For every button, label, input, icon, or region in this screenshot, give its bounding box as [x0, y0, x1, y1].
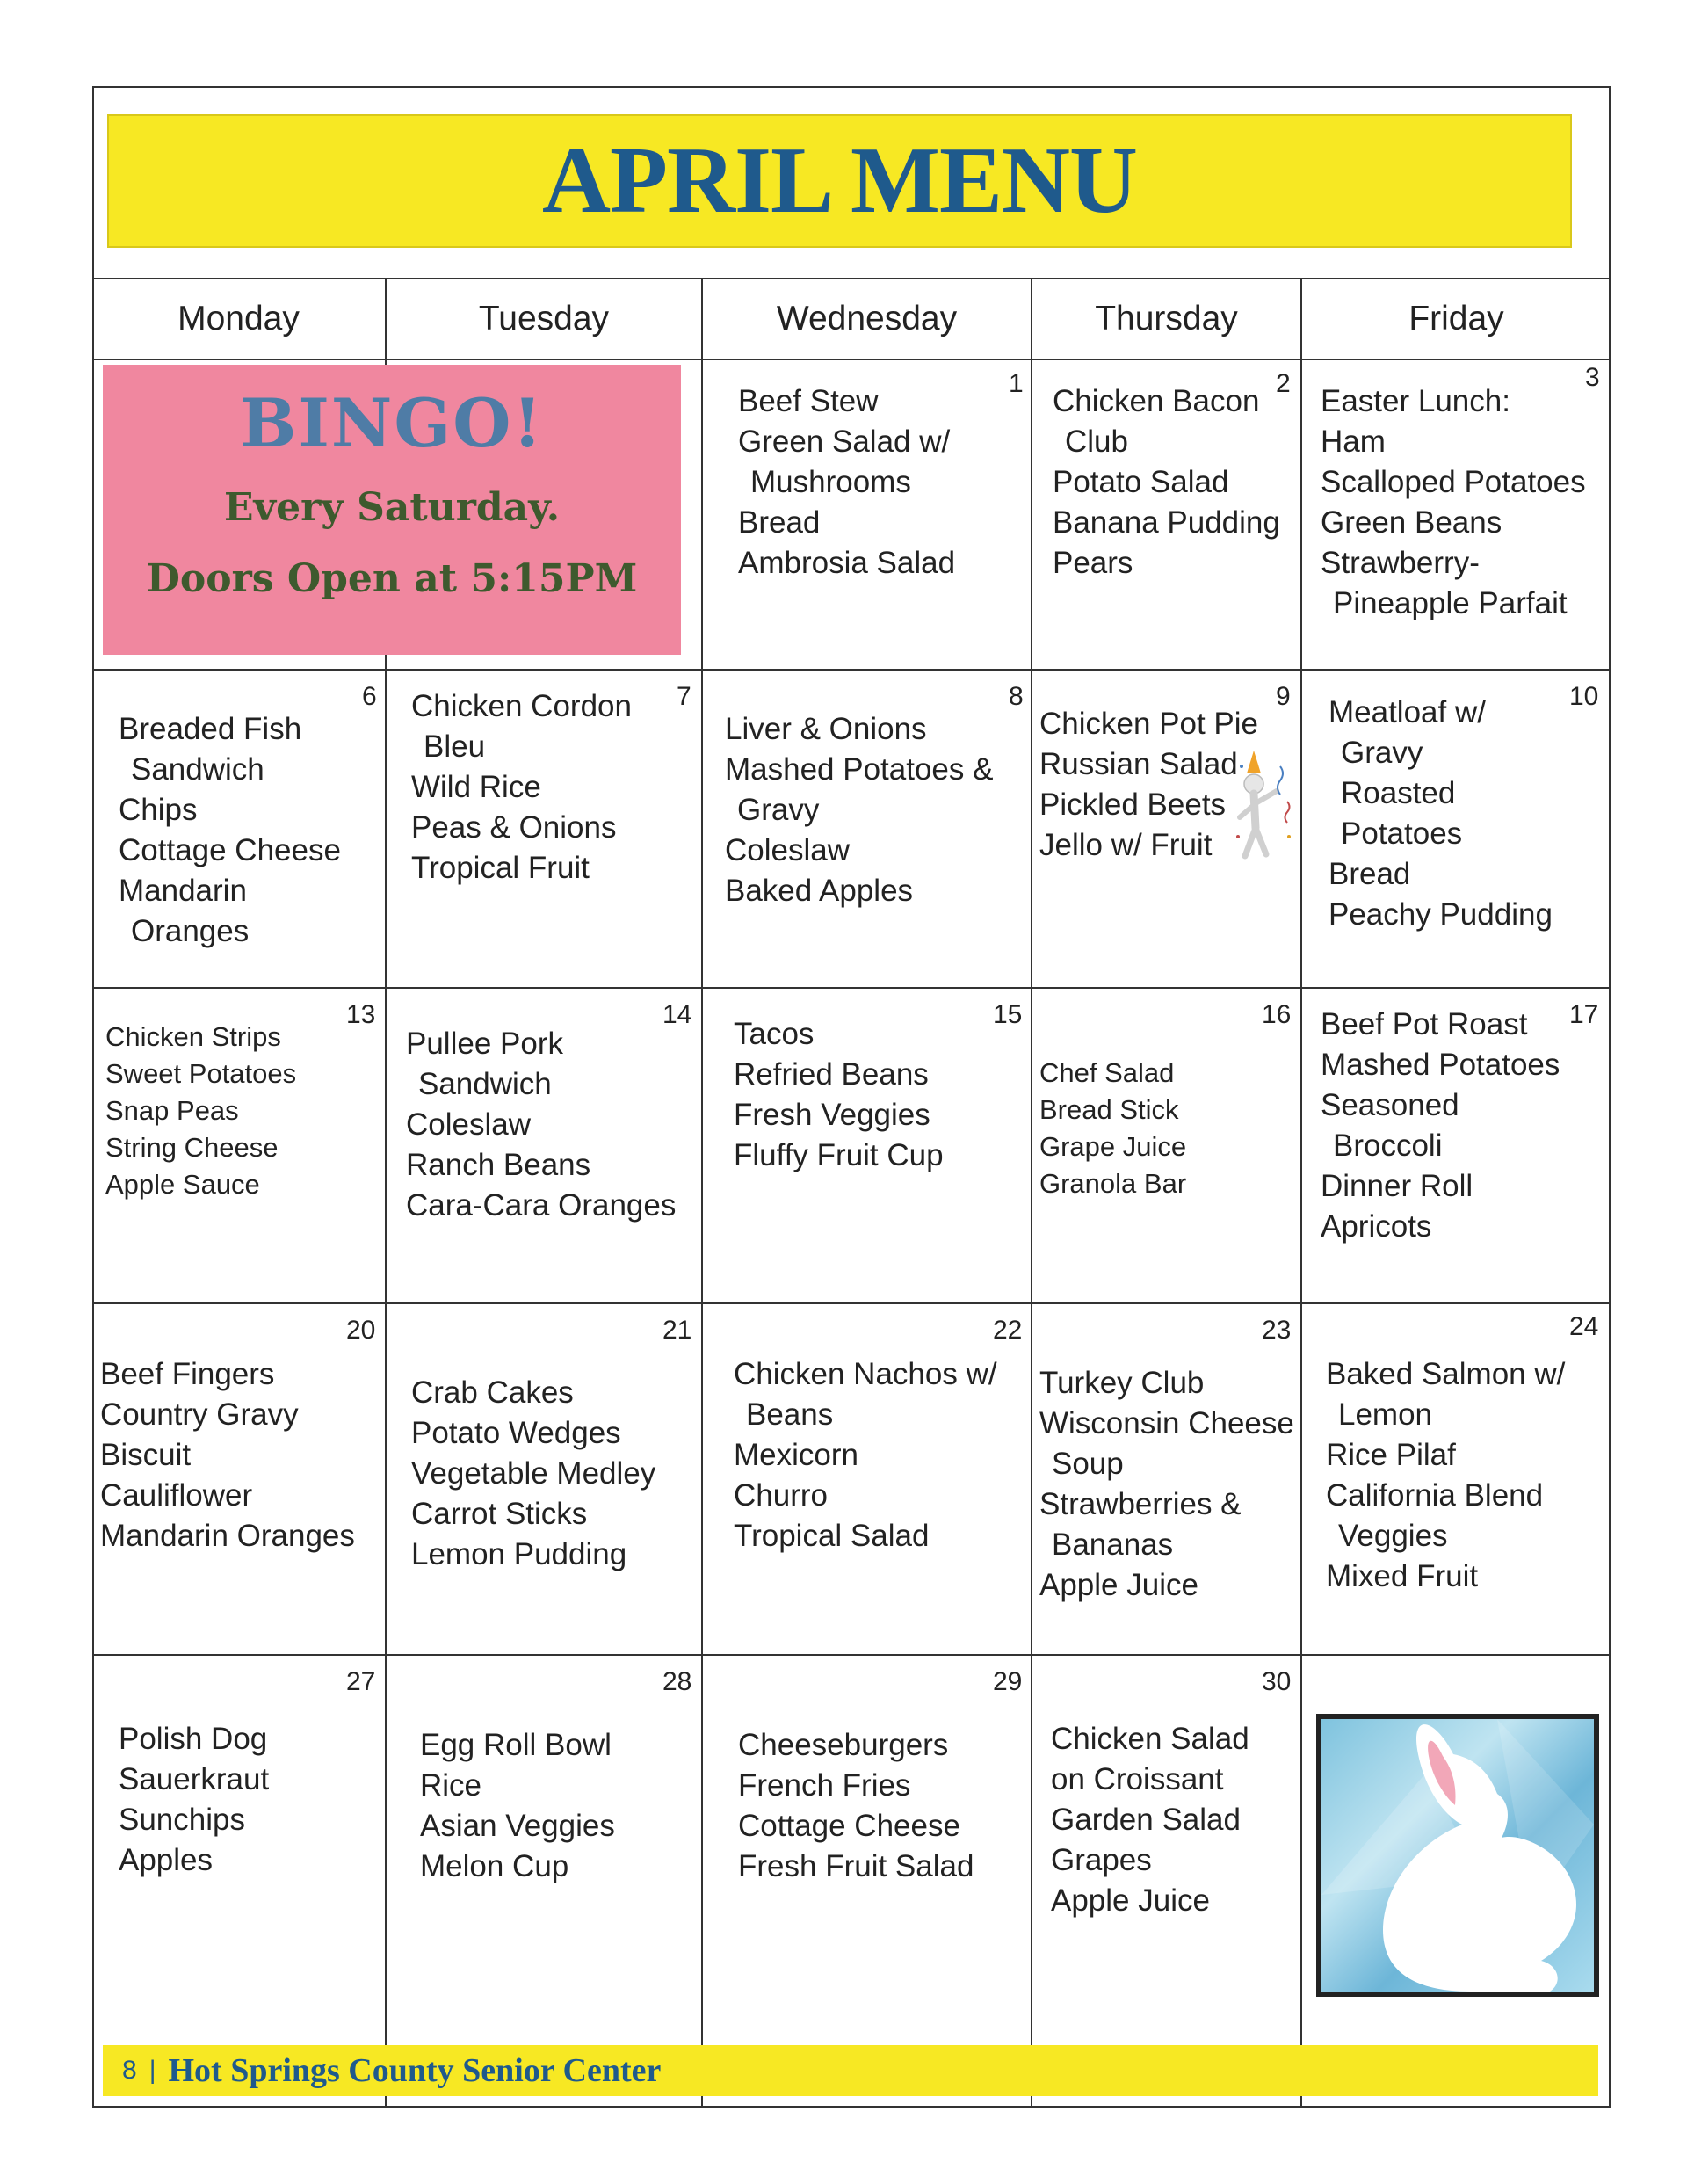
menu-item: Chicken Cordon — [411, 689, 632, 723]
menu-item: Bread — [738, 505, 821, 540]
menu-item: Seasoned — [1321, 1088, 1459, 1122]
menu-item: Chicken Bacon — [1053, 384, 1260, 418]
menu-item: Broccoli — [1333, 1128, 1443, 1163]
menu-item: Banana Pudding — [1053, 505, 1280, 540]
day-number: 17 — [1569, 1000, 1599, 1029]
menu-item: Polish Dog — [119, 1722, 268, 1756]
menu-item: Scalloped Potatoes — [1321, 465, 1586, 499]
menu-item: Chicken Nachos w/ — [734, 1357, 997, 1391]
menu-items — [100, 1354, 355, 1556]
day-number: 6 — [362, 682, 377, 711]
menu-items — [411, 686, 632, 889]
menu-item: Baked Salmon w/ — [1326, 1357, 1566, 1391]
page-title: APRIL MENU — [541, 128, 1138, 233]
day-number: 8 — [1009, 682, 1024, 711]
day-number: 28 — [662, 1667, 692, 1696]
menu-items — [734, 1354, 997, 1556]
menu-items — [1039, 704, 1258, 866]
day-header-tuesday: Tuesday — [478, 300, 610, 337]
menu-item: Bread — [1329, 857, 1411, 891]
footer-banner — [103, 2045, 1598, 2096]
menu-items — [738, 381, 955, 584]
menu-item: Lemon Pudding — [411, 1537, 627, 1571]
day-number: 21 — [662, 1316, 692, 1345]
footer-separator: | — [148, 2056, 156, 2085]
menu-item: Mashed Potatoes & — [725, 752, 994, 787]
menu-item: Bread Stick — [1039, 1094, 1179, 1125]
menu-items — [105, 1019, 296, 1203]
menu-item: Pears — [1053, 546, 1133, 580]
day-header-monday: Monday — [177, 300, 300, 337]
grid-line — [701, 278, 703, 2108]
day-number: 1 — [1009, 369, 1024, 398]
day-header-thursday: Thursday — [1095, 300, 1238, 337]
menu-item: Apple Sauce — [105, 1169, 260, 1200]
day-number: 7 — [677, 682, 691, 711]
menu-item: Cara-Cara Oranges — [406, 1188, 677, 1223]
grid-line — [92, 1654, 1611, 1656]
menu-item: Coleslaw — [725, 833, 850, 867]
menu-item: Tacos — [734, 1017, 815, 1051]
menu-items — [411, 1373, 655, 1575]
grid-line — [92, 669, 1611, 671]
menu-item: Potato Salad — [1053, 465, 1229, 499]
menu-item: Fresh Veggies — [734, 1098, 930, 1132]
bunny-icon — [1321, 1719, 1594, 1992]
menu-item: Gravy — [737, 793, 820, 827]
menu-item: Pullee Pork — [406, 1027, 563, 1061]
menu-item: Peas & Onions — [411, 810, 617, 845]
menu-item: Strawberry- — [1321, 546, 1480, 580]
grid-line — [1031, 278, 1032, 2108]
menu-item: Roasted — [1341, 776, 1456, 810]
menu-item: Liver & Onions — [725, 712, 927, 746]
day-header-wednesday: Wednesday — [776, 300, 958, 337]
menu-item: Gravy — [1341, 736, 1423, 770]
menu-item: Veggies — [1338, 1519, 1448, 1553]
grid-line — [92, 987, 1611, 989]
menu-item: Apple Juice — [1051, 1883, 1210, 1918]
menu-items — [1053, 381, 1280, 584]
menu-item: Chicken Pot Pie — [1039, 707, 1259, 741]
menu-item: Mandarin Oranges — [100, 1519, 355, 1553]
menu-item: Breaded Fish — [119, 712, 302, 746]
menu-item: Chef Salad — [1039, 1057, 1175, 1088]
menu-item: Chips — [119, 793, 198, 827]
menu-item: Vegetable Medley — [411, 1456, 656, 1491]
menu-item: Easter Lunch: — [1321, 384, 1510, 418]
day-number: 20 — [346, 1316, 376, 1345]
day-number: 15 — [993, 1000, 1023, 1029]
party-figure-icon — [1234, 749, 1296, 863]
menu-item: Cheeseburgers — [738, 1728, 949, 1762]
menu-item: Ambrosia Salad — [738, 546, 956, 580]
menu-items — [1039, 1363, 1294, 1606]
menu-item: Sweet Potatoes — [105, 1058, 297, 1089]
menu-item: Mashed Potatoes — [1321, 1048, 1560, 1082]
menu-item: Mushrooms — [750, 465, 911, 499]
menu-items — [1329, 693, 1553, 935]
menu-item: Carrot Sticks — [411, 1497, 588, 1531]
menu-items — [738, 1725, 974, 1887]
menu-item: Tropical Salad — [734, 1519, 930, 1553]
menu-item: Crab Cakes — [411, 1375, 574, 1410]
menu-item: Dinner Roll — [1321, 1169, 1473, 1203]
menu-item: Coleslaw — [406, 1107, 531, 1142]
menu-item: Green Beans — [1321, 505, 1502, 540]
menu-item: Soup — [1052, 1447, 1124, 1481]
menu-item: French Fries — [738, 1768, 911, 1803]
menu-items — [406, 1024, 676, 1226]
menu-items — [734, 1014, 944, 1176]
title-banner — [107, 114, 1572, 248]
menu-item: Grape Juice — [1039, 1131, 1187, 1162]
menu-item: Beef Fingers — [100, 1357, 275, 1391]
menu-items — [725, 709, 993, 911]
page-number: 8 — [122, 2056, 137, 2085]
menu-item: Pineapple Parfait — [1333, 586, 1568, 620]
day-number: 24 — [1569, 1312, 1599, 1341]
menu-item: Wisconsin Cheese — [1039, 1406, 1294, 1440]
day-number: 30 — [1262, 1667, 1292, 1696]
menu-item: on Croissant — [1051, 1762, 1224, 1796]
day-number: 14 — [662, 1000, 692, 1029]
day-number: 9 — [1276, 682, 1291, 711]
menu-item: Rice — [420, 1768, 482, 1803]
menu-item: Cottage Cheese — [738, 1809, 960, 1843]
menu-item: Beef Pot Roast — [1321, 1007, 1528, 1041]
day-number: 23 — [1262, 1316, 1292, 1345]
menu-items — [420, 1725, 615, 1887]
menu-item: Green Salad w/ — [738, 424, 951, 459]
menu-items — [119, 1719, 269, 1881]
menu-item: Sandwich — [418, 1067, 552, 1101]
menu-item: Chicken Strips — [105, 1021, 281, 1052]
menu-item: Sunchips — [119, 1803, 245, 1837]
menu-item: Apple Juice — [1039, 1568, 1198, 1602]
grid-line — [92, 359, 1611, 360]
bingo-title: BINGO! — [240, 384, 544, 462]
menu-item: Chicken Salad — [1051, 1722, 1249, 1756]
menu-item: Beans — [746, 1397, 834, 1432]
menu-item: Tropical Fruit — [411, 851, 590, 885]
easter-bunny-image — [1316, 1714, 1599, 1997]
menu-item: Oranges — [131, 914, 250, 948]
day-number: 10 — [1569, 682, 1599, 711]
grid-line — [92, 1302, 1611, 1304]
menu-items — [1321, 381, 1586, 624]
menu-item: Rice Pilaf — [1326, 1438, 1456, 1472]
menu-item: Potatoes — [1341, 816, 1463, 851]
menu-item: Jello w/ Fruit — [1039, 828, 1213, 862]
menu-item: Fresh Fruit Salad — [738, 1849, 974, 1883]
menu-item: Beef Stew — [738, 384, 879, 418]
bingo-doors-open: Doors Open at 5:15PM — [146, 556, 638, 601]
day-number: 27 — [346, 1667, 376, 1696]
menu-item: Sauerkraut — [119, 1762, 270, 1796]
menu-item: Mexicorn — [734, 1438, 858, 1472]
menu-item: Pickled Beets — [1039, 787, 1227, 822]
day-number: 29 — [993, 1667, 1023, 1696]
menu-item: Bleu — [424, 729, 486, 764]
menu-item: Refried Beans — [734, 1057, 929, 1092]
menu-item: String Cheese — [105, 1132, 279, 1163]
menu-item: Bananas — [1052, 1527, 1174, 1562]
menu-item: Asian Veggies — [420, 1809, 615, 1843]
menu-item: Churro — [734, 1478, 828, 1513]
menu-item: Cottage Cheese — [119, 833, 341, 867]
menu-item: Cauliflower — [100, 1478, 253, 1513]
menu-item: Apricots — [1321, 1209, 1432, 1244]
menu-item: Turkey Club — [1039, 1366, 1205, 1400]
menu-item: Sandwich — [131, 752, 264, 787]
menu-item: Potato Wedges — [411, 1416, 621, 1450]
organization-name: Hot Springs County Senior Center — [168, 2052, 662, 2089]
menu-item: Snap Peas — [105, 1095, 239, 1126]
menu-item: Baked Apples — [725, 874, 914, 908]
menu-item: Grapes — [1051, 1843, 1152, 1877]
menu-items — [1039, 1055, 1186, 1202]
menu-item: Country Gravy — [100, 1397, 299, 1432]
menu-item: Biscuit — [100, 1438, 192, 1472]
menu-item: Mandarin — [119, 874, 247, 908]
bingo-schedule: Every Saturday. — [223, 485, 561, 530]
menu-item: Apples — [119, 1843, 214, 1877]
menu-item: Egg Roll Bowl — [420, 1728, 612, 1762]
day-number: 16 — [1262, 1000, 1292, 1029]
menu-item: Granola Bar — [1039, 1168, 1187, 1199]
menu-item: Garden Salad — [1051, 1803, 1241, 1837]
menu-item: Wild Rice — [411, 770, 541, 804]
menu-item: Fluffy Fruit Cup — [734, 1138, 944, 1172]
menu-item: Club — [1065, 424, 1128, 459]
bingo-announcement — [103, 365, 681, 655]
menu-item: Meatloaf w/ — [1329, 695, 1486, 729]
day-number: 13 — [346, 1000, 376, 1029]
menu-items — [119, 709, 341, 952]
menu-item: Peachy Pudding — [1329, 897, 1553, 932]
menu-items — [1326, 1354, 1565, 1597]
menu-item: Melon Cup — [420, 1849, 569, 1883]
menu-item: Mixed Fruit — [1326, 1559, 1479, 1593]
day-number: 3 — [1585, 363, 1600, 392]
grid-line — [1300, 278, 1302, 2108]
day-number: 2 — [1276, 369, 1291, 398]
day-header-friday: Friday — [1408, 300, 1504, 337]
menu-item: California Blend — [1326, 1478, 1544, 1513]
menu-items — [1051, 1719, 1249, 1921]
menu-item: Lemon — [1338, 1397, 1433, 1432]
menu-item: Russian Salad — [1039, 747, 1238, 781]
menu-item: Strawberries & — [1039, 1487, 1242, 1521]
menu-item: Ham — [1321, 424, 1386, 459]
day-number: 22 — [993, 1316, 1023, 1345]
menu-item: Ranch Beans — [406, 1148, 591, 1182]
menu-items — [1321, 1005, 1560, 1247]
